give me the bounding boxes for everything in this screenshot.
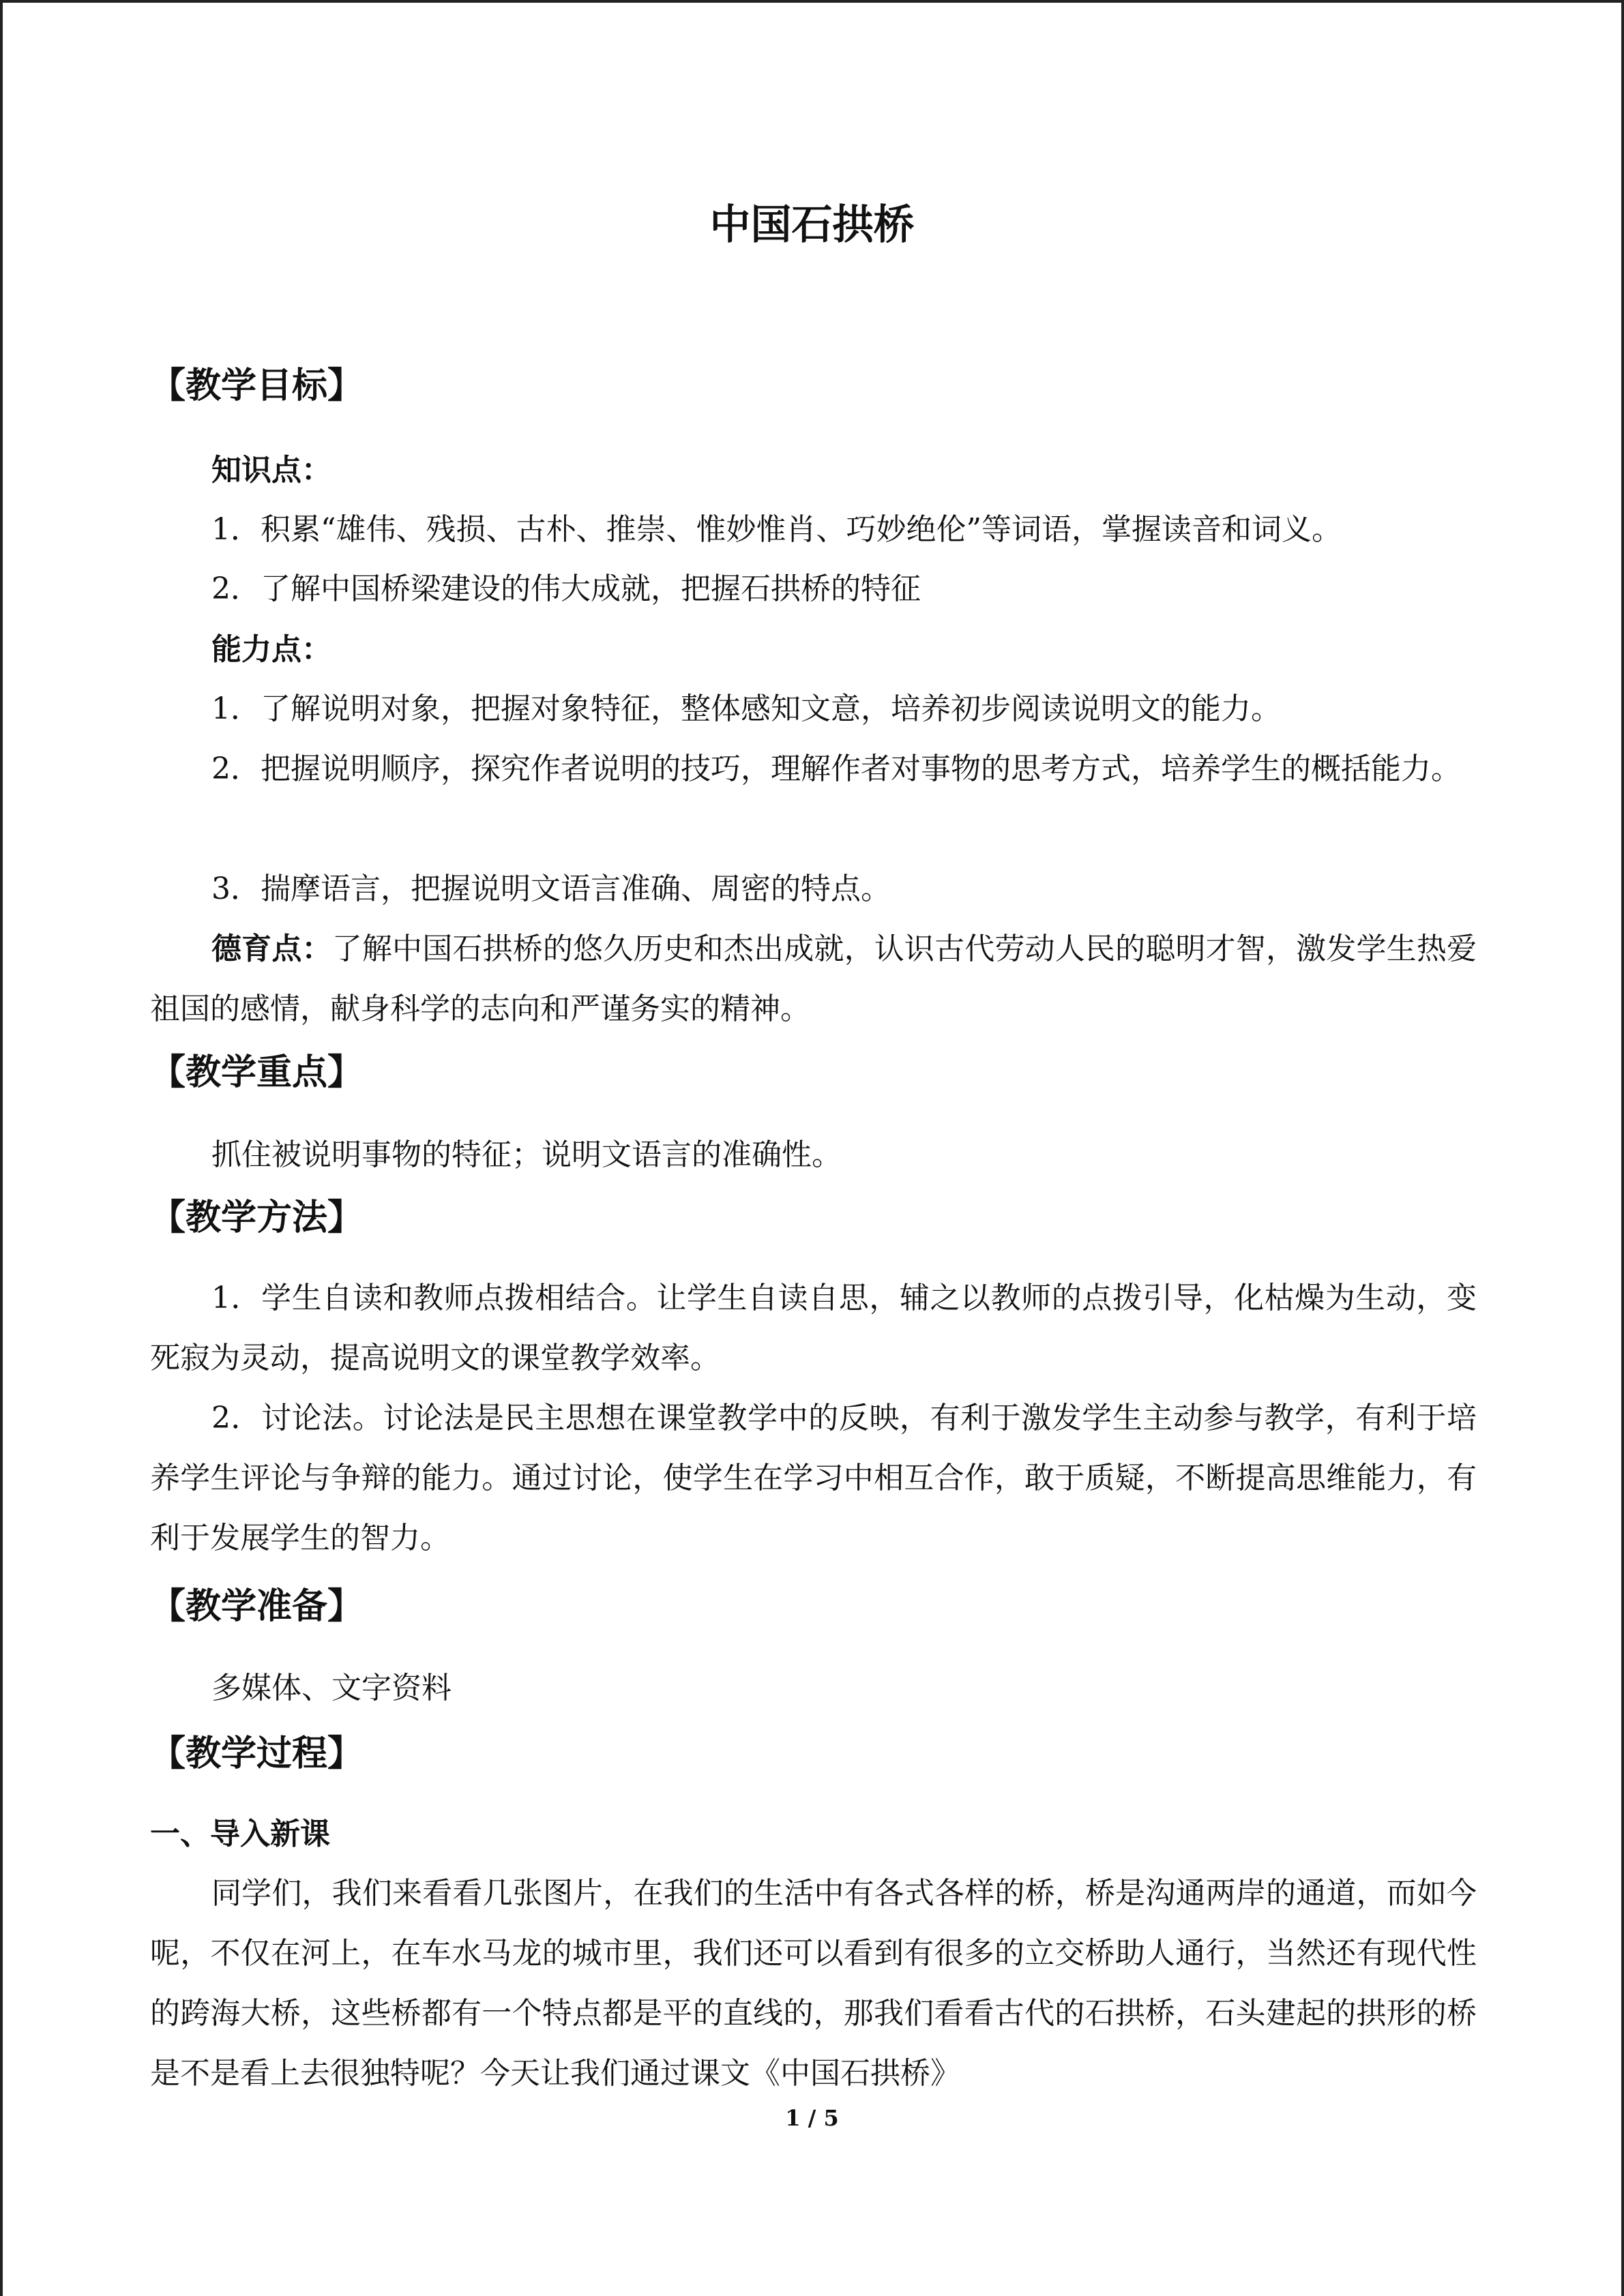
ability-item-2: 2．把握说明顺序，探究作者说明的技巧，理解作者对事物的思考方式，培养学生的概括能力。 [211,751,1461,786]
step-1-text: 同学们，我们来看看几张图片，在我们的生活中有各式各样的桥，桥是沟通两岸的通道，而如今呢，不仅在河上，在车水马龙的城市里，我们还可以看到有很多的立交桥助人通行，当然还有现代性的跨海大桥，这些桥都有一个特点都是平的直线的，那我们看看古代的石拱桥，石头建起的拱形的桥是不是看上去很独特呢？今天让我们通过课文《中国石拱桥》 [150,1876,1477,2091]
page-number: 1 / 5 [785,2105,839,2131]
heading-teaching-process: 【教学过程】 [150,1733,364,1774]
page-border-top [0,0,1624,3]
page-border-right [1621,0,1624,2296]
label-ability: 能力点： [211,632,331,667]
moral-paragraph [150,919,1477,1039]
step-1-title: 一、导入新课 [150,1817,330,1851]
ability-item-1: 1．了解说明对象，把握对象特征，整体感知文意，培养初步阅读说明文的能力。 [211,691,1281,726]
method-item-2: 2．讨论法。讨论法是民主思想在课堂教学中的反映，有利于激发学生主动参与教学，有利于培养学生评论与争辩的能力。通过讨论，使学生在学习中相互合作，敢于质疑，不断提高思维能力，有利于发展学生的智力。 [150,1401,1477,1555]
label-knowledge: 知识点： [211,453,331,488]
knowledge-item-1: 1．积累“雄伟、残损、古朴、推崇、惟妙惟肖、巧妙绝伦”等词语，掌握读音和词义。 [211,512,1342,547]
heading-teaching-preparation: 【教学准备】 [150,1585,364,1627]
heading-teaching-goals: 【教学目标】 [150,365,364,406]
moral-text: 了解中国石拱桥的悠久历史和杰出成就，认识古代劳动人民的聪明才智，激发学生热爱祖国的感情，献身科学的志向和严谨务实的精神。 [150,931,1477,1026]
heading-teaching-methods: 【教学方法】 [150,1197,364,1238]
label-moral: 德育点： [211,931,332,966]
knowledge-item-2: 2．了解中国桥梁建设的伟大成就，把握石拱桥的特征 [211,571,921,606]
ability-item-3: 3．揣摩语言，把握说明文语言准确、周密的特点。 [211,871,891,906]
heading-key-points: 【教学重点】 [150,1052,364,1093]
document-title: 中国石拱桥 [709,201,915,249]
page-border-left [0,0,3,2296]
preparation-text: 多媒体、文字资料 [211,1671,452,1705]
key-points-text: 抓住被说明事物的特征；说明文语言的准确性。 [211,1137,842,1172]
method-item-1: 1．学生自读和教师点拨相结合。让学生自读自思，辅之以教师的点拨引导，化枯燥为生动，变死寂为灵动，提高说明文的课堂教学效率。 [150,1281,1477,1375]
